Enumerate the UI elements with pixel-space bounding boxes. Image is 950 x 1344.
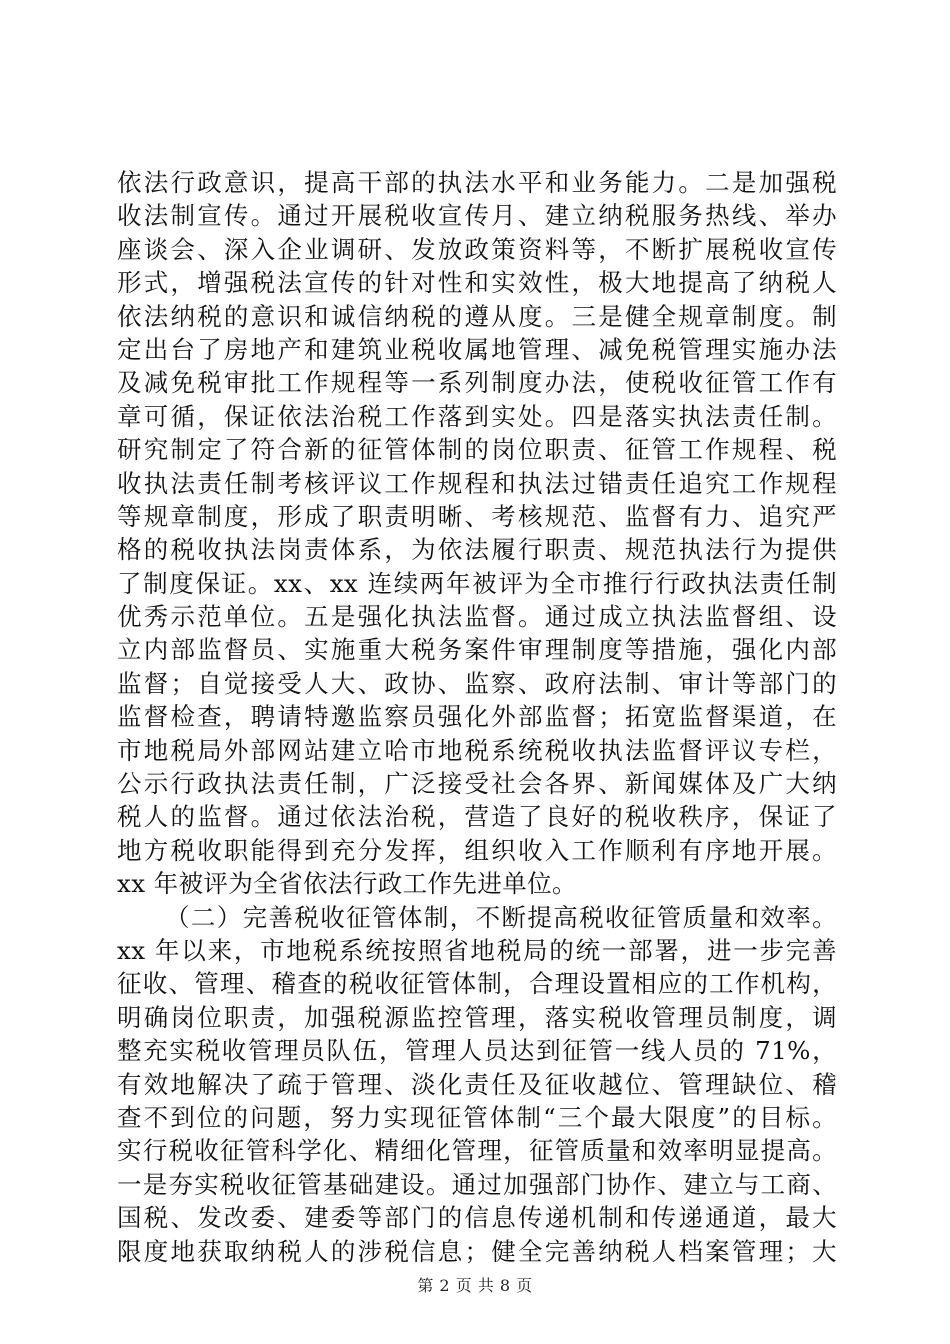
text-line: 限度地获取纳税人的涉税信息；健全完善纳税人档案管理；大	[117, 1236, 837, 1266]
text-line: 优秀示范单位。五是强化执法监督。通过成立执法监督组、设	[117, 602, 837, 632]
text-line: 查不到位的问题，努力实现征管体制“三个最大限度”的目标。	[117, 1102, 837, 1132]
text-line: 定出台了房地产和建筑业税收属地管理、减免税管理实施办法	[117, 334, 837, 364]
text-line: 及减免税审批工作规程等一系列制度办法，使税收征管工作有	[117, 368, 837, 398]
text-line: xx 年以来，市地税系统按照省地税局的统一部署，进一步完善	[117, 935, 837, 965]
text-line: 依法行政意识，提高干部的执法水平和业务能力。二是加强税	[117, 168, 837, 197]
text-line: 收执法责任制考核评议工作规程和执法过错责任追究工作规程	[117, 468, 837, 498]
text-line: 征收、管理、稽查的税收征管体制，合理设置相应的工作机构，	[117, 969, 837, 999]
text-line: 整充实税收管理员队伍，管理人员达到征管一线人员的 71%，	[117, 1036, 837, 1066]
text-line: 收法制宣传。通过开展税收宣传月、建立纳税服务热线、举办	[117, 201, 837, 231]
text-line: 税人的监督。通过依法治税，营造了良好的税收秩序，保证了	[117, 802, 837, 832]
text-line: 了制度保证。xx、xx 连续两年被评为全市推行行政执法责任制	[117, 568, 837, 598]
text-line: 依法纳税的意识和诚信纳税的遵从度。三是健全规章制度。制	[117, 301, 837, 331]
text-line: 地方税收职能得到充分发挥，组织收入工作顺利有序地开展。	[117, 835, 837, 865]
text-line: 格的税收执法岗责体系，为依法履行职责、规范执法行为提供	[117, 535, 837, 565]
text-line: 明确岗位职责，加强税源监控管理，落实税收管理员制度，调	[117, 1002, 837, 1032]
text-line: 市地税局外部网站建立哈市地税系统税收执法监督评议专栏，	[117, 735, 837, 765]
section-heading-line: （二）完善税收征管体制，不断提高税收征管质量和效率。	[165, 902, 837, 932]
document-body	[117, 166, 837, 1268]
text-line: 一是夯实税收征管基础建设。通过加强部门协作、建立与工商、	[117, 1169, 837, 1199]
text-line: 监督；自觉接受人大、政协、监察、政府法制、审计等部门的	[117, 668, 837, 698]
text-line: 等规章制度，形成了职责明晰、考核规范、监督有力、追究严	[117, 501, 837, 531]
page-number-footer: 第 2 页 共 8 页	[417, 1276, 533, 1295]
text-line: 立内部监督员、实施重大税务案件审理制度等措施，强化内部	[117, 635, 837, 665]
text-line: 形式，增强税法宣传的针对性和实效性，极大地提高了纳税人	[117, 268, 837, 298]
text-line: 研究制定了符合新的征管体制的岗位职责、征管工作规程、税	[117, 435, 837, 465]
text-line: 公示行政执法责任制，广泛接受社会各界、新闻媒体及广大纳	[117, 769, 837, 799]
text-line: 监督检查，聘请特邀监察员强化外部监督；拓宽监督渠道，在	[117, 702, 837, 732]
paragraph-end-line: xx 年被评为全省依法行政工作先进单位。	[117, 869, 577, 899]
text-line: 座谈会、深入企业调研、发放政策资料等，不断扩展税收宣传	[117, 234, 837, 264]
text-line: 实行税收征管科学化、精细化管理，征管质量和效率明显提高。	[117, 1136, 837, 1166]
text-line: 国税、发改委、建委等部门的信息传递机制和传递通道，最大	[117, 1203, 837, 1233]
text-line: 章可循，保证依法治税工作落到实处。四是落实执法责任制。	[117, 401, 837, 431]
text-line: 有效地解决了疏于管理、淡化责任及征收越位、管理缺位、稽	[117, 1069, 837, 1099]
